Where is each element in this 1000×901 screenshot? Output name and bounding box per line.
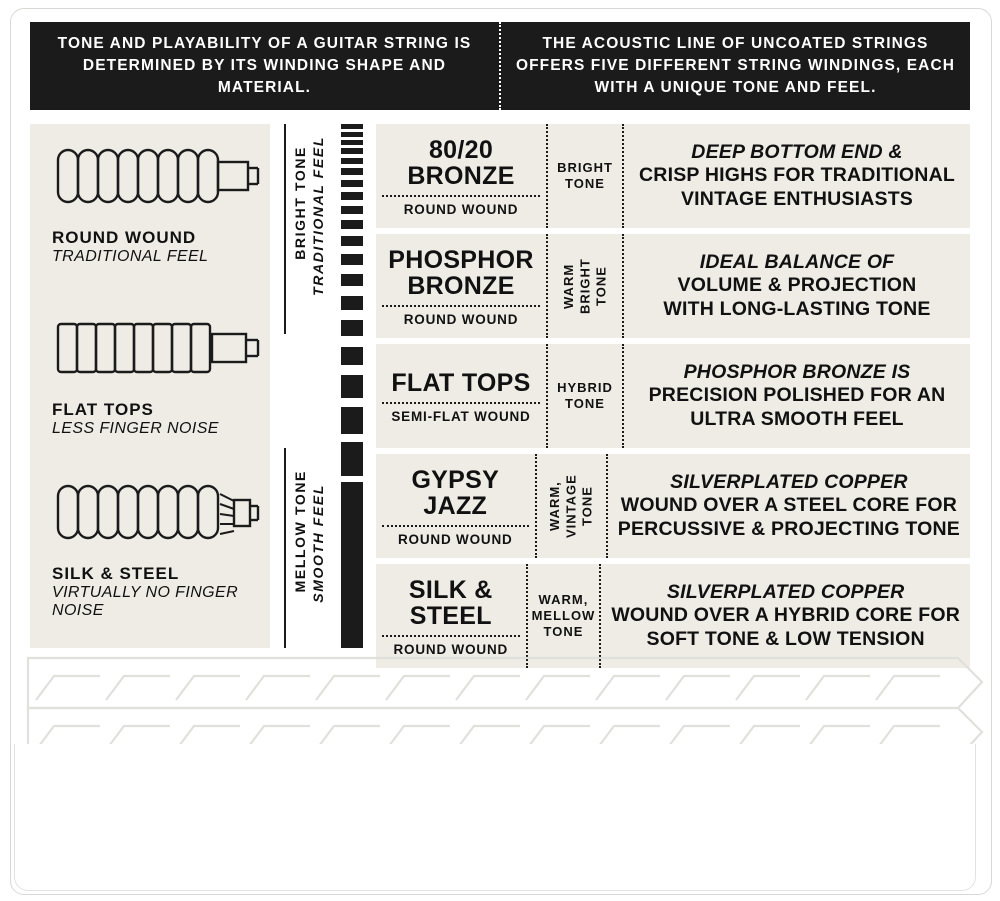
header-banner <box>30 22 970 110</box>
row-winding: SEMI-FLAT WOUND <box>382 402 540 424</box>
header-right-text: THE ACOUSTIC LINE OF UNCOATED STRINGS OFFERS FIVE DIFFERENT STRING WINDINGS, EACH WITH A UNIQUE TONE AND FEEL. <box>515 35 956 96</box>
row-tone: WARM BRIGHT TONE <box>560 258 609 314</box>
winding-caption-round-wound <box>52 228 262 266</box>
row-tone: WARM, VINTAGE TONE <box>546 474 595 538</box>
row-desc-line-3: SOFT TONE & LOW TENSION <box>646 627 925 650</box>
row-desc-line-1: IDEAL BALANCE OF <box>699 250 895 273</box>
row-name-cell <box>376 124 548 228</box>
row-desc-line-3: PERCUSSIVE & PROJECTING TONE <box>617 517 960 540</box>
row-desc-line-2: WOUND OVER A HYBRID CORE FOR <box>611 604 960 627</box>
winding-subtitle: LESS FINGER NOISE <box>52 419 219 437</box>
winding-title: FLAT TOPS <box>52 400 154 419</box>
coil-flat-top-icon <box>52 310 262 390</box>
string-type-rows <box>376 124 970 657</box>
row-winding: ROUND WOUND <box>382 305 540 327</box>
row-name-cell <box>376 344 548 448</box>
tone-axis-labels <box>278 124 334 648</box>
winding-title: SILK & STEEL <box>52 564 180 583</box>
row-name-cell <box>376 234 548 338</box>
row-desc-line-2: PRECISION POLISHED FOR AN <box>648 384 946 407</box>
row-phosphor-bronze[interactable] <box>376 234 970 338</box>
row-desc-line-2: WOUND OVER A STEEL CORE FOR <box>620 494 957 517</box>
row-description-cell <box>624 234 970 338</box>
axis-bar-bottom <box>284 448 286 648</box>
row-winding: ROUND WOUND <box>382 525 529 547</box>
winding-caption-silk-steel <box>52 564 262 620</box>
row-80-20-bronze[interactable] <box>376 124 970 228</box>
winding-item-flat-tops <box>52 310 262 438</box>
row-desc-line-1: PHOSPHOR BRONZE IS <box>683 360 911 383</box>
winding-subtitle: VIRTUALLY NO FINGER NOISE <box>52 583 239 619</box>
coil-round-wound-icon <box>52 138 262 218</box>
winding-title: ROUND WOUND <box>52 228 197 247</box>
row-tone: HYBRID TONE <box>557 379 613 411</box>
winding-item-silk-steel <box>52 474 262 620</box>
winding-item-round-wound <box>52 138 262 266</box>
row-tone-cell <box>548 234 624 338</box>
axis-label-mellow-tone: MELLOW TONE <box>292 470 308 593</box>
coil-silk-steel-icon <box>52 474 262 554</box>
header-right-cell <box>501 22 970 110</box>
row-tone-cell <box>537 454 608 558</box>
row-title: SILK & STEEL <box>408 576 493 630</box>
axis-label-bright-tone: BRIGHT TONE <box>292 146 308 260</box>
row-description-cell <box>624 344 970 448</box>
row-tone-cell <box>548 124 624 228</box>
row-tone-cell <box>548 344 624 448</box>
row-desc-line-3: VINTAGE ENTHUSIASTS <box>680 187 914 210</box>
row-desc-line-3: WITH LONG-LASTING TONE <box>663 297 931 320</box>
header-left-text: TONE AND PLAYABILITY OF A GUITAR STRING IS DETERMINED BY ITS WINDING SHAPE AND MATERIAL. <box>57 35 472 96</box>
axis-label-traditional-feel: TRADITIONAL FEEL <box>310 136 326 296</box>
header-left-cell <box>30 22 501 110</box>
row-tone: BRIGHT TONE <box>557 159 613 191</box>
row-desc-line-1: SILVERPLATED COPPER <box>666 580 905 603</box>
row-title: 80/20 BRONZE <box>407 136 515 190</box>
row-winding: ROUND WOUND <box>382 195 540 217</box>
row-flat-tops[interactable] <box>376 344 970 448</box>
winding-illustration-panel <box>30 124 270 648</box>
row-gypsy-jazz[interactable] <box>376 454 970 558</box>
row-desc-line-1: DEEP BOTTOM END & <box>691 140 903 163</box>
blank-lower-area <box>14 744 976 891</box>
axis-label-smooth-feel: SMOOTH FEEL <box>310 484 326 603</box>
row-desc-line-2: VOLUME & PROJECTION <box>677 274 917 297</box>
row-description-cell <box>608 454 970 558</box>
winding-subtitle: TRADITIONAL FEEL <box>52 247 209 265</box>
row-title: FLAT TOPS <box>391 369 531 397</box>
row-name-cell <box>376 454 537 558</box>
row-desc-line-3: ULTRA SMOOTH FEEL <box>690 407 904 430</box>
tone-gradient-strip <box>341 124 363 648</box>
row-desc-line-2: CRISP HIGHS FOR TRADITIONAL <box>639 164 955 187</box>
row-title: GYPSY JAZZ <box>411 466 500 520</box>
row-desc-line-1: SILVERPLATED COPPER <box>670 470 908 493</box>
row-winding: ROUND WOUND <box>382 635 520 657</box>
axis-bar-top <box>284 124 286 334</box>
winding-caption-flat-tops <box>52 400 262 438</box>
row-description-cell <box>624 124 970 228</box>
row-title: PHOSPHOR BRONZE <box>388 246 534 300</box>
row-tone: WARM, MELLOW TONE <box>531 591 596 640</box>
